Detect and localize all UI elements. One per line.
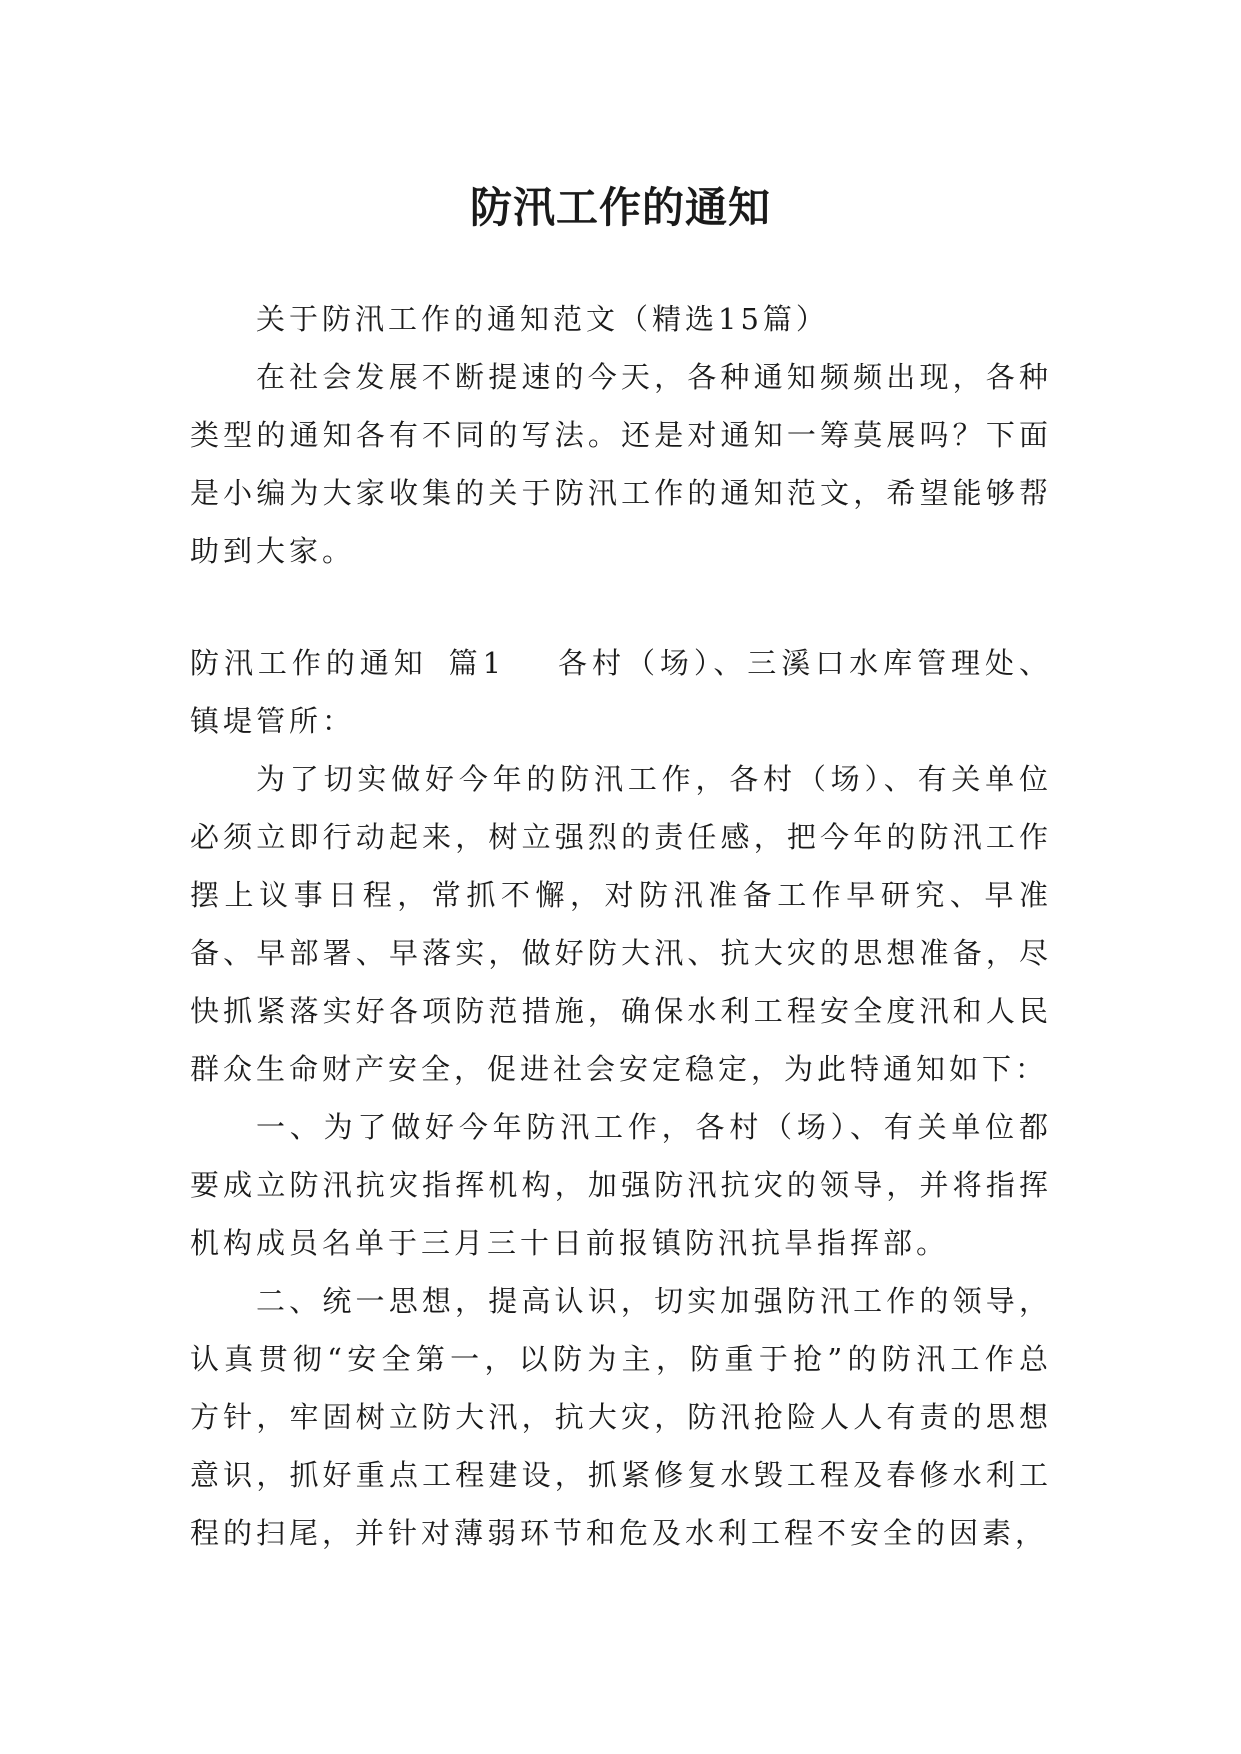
intro-block <box>190 290 1052 580</box>
section-block <box>190 634 1052 1562</box>
body-paragraph: 一、为了做好今年防汛工作，各村（场）、有关单位都要成立防汛抗灾指挥机构，加强防汛抗灾的领导，并将指挥机构成员名单于三月三十日前报镇防汛抗旱指挥部。 <box>190 1110 1052 1260</box>
section-heading-line <box>190 634 1052 750</box>
body-paragraph: 二、统一思想，提高认识，切实加强防汛工作的领导，认真贯彻“安全第一，以防为主，防重于抢”的防汛工作总方针，牢固树立防大汛，抗大灾，防汛抢险人人有责的思想意识，抓好重点工程建设，抓紧修复水毁工程及春修水利工程的扫尾，并针对薄弱环节和危及水利工程不安全的因素， <box>190 1284 1052 1550</box>
document-title: 防汛工作的通知 <box>469 183 771 233</box>
section-number: 篇1 <box>447 646 506 680</box>
document-subtitle: 关于防汛工作的通知范文（精选15篇） <box>256 302 829 336</box>
section-heading: 防汛工作的通知 <box>190 646 428 680</box>
body-paragraph: 为了切实做好今年的防汛工作，各村（场）、有关单位必须立即行动起来，树立强烈的责任感，把今年的防汛工作摆上议事日程，常抓不懈，对防汛准备工作早研究、早准备、早部署、早落实，做好防大汛、抗大灾的思想准备，尽快抓紧落实好各项防范措施，确保水利工程安全度汛和人民群众生命财产安全，促进社会安定稳定，为此特通知如下： <box>190 762 1052 1086</box>
addressees: 各村（场）、三溪口水库管理处、镇堤管所： <box>190 646 1052 738</box>
intro-paragraph: 在社会发展不断提速的今天，各种通知频频出现，各种类型的通知各有不同的写法。还是对通知一筹莫展吗？下面是小编为大家收集的关于防汛工作的通知范文，希望能够帮助到大家。 <box>190 360 1052 568</box>
